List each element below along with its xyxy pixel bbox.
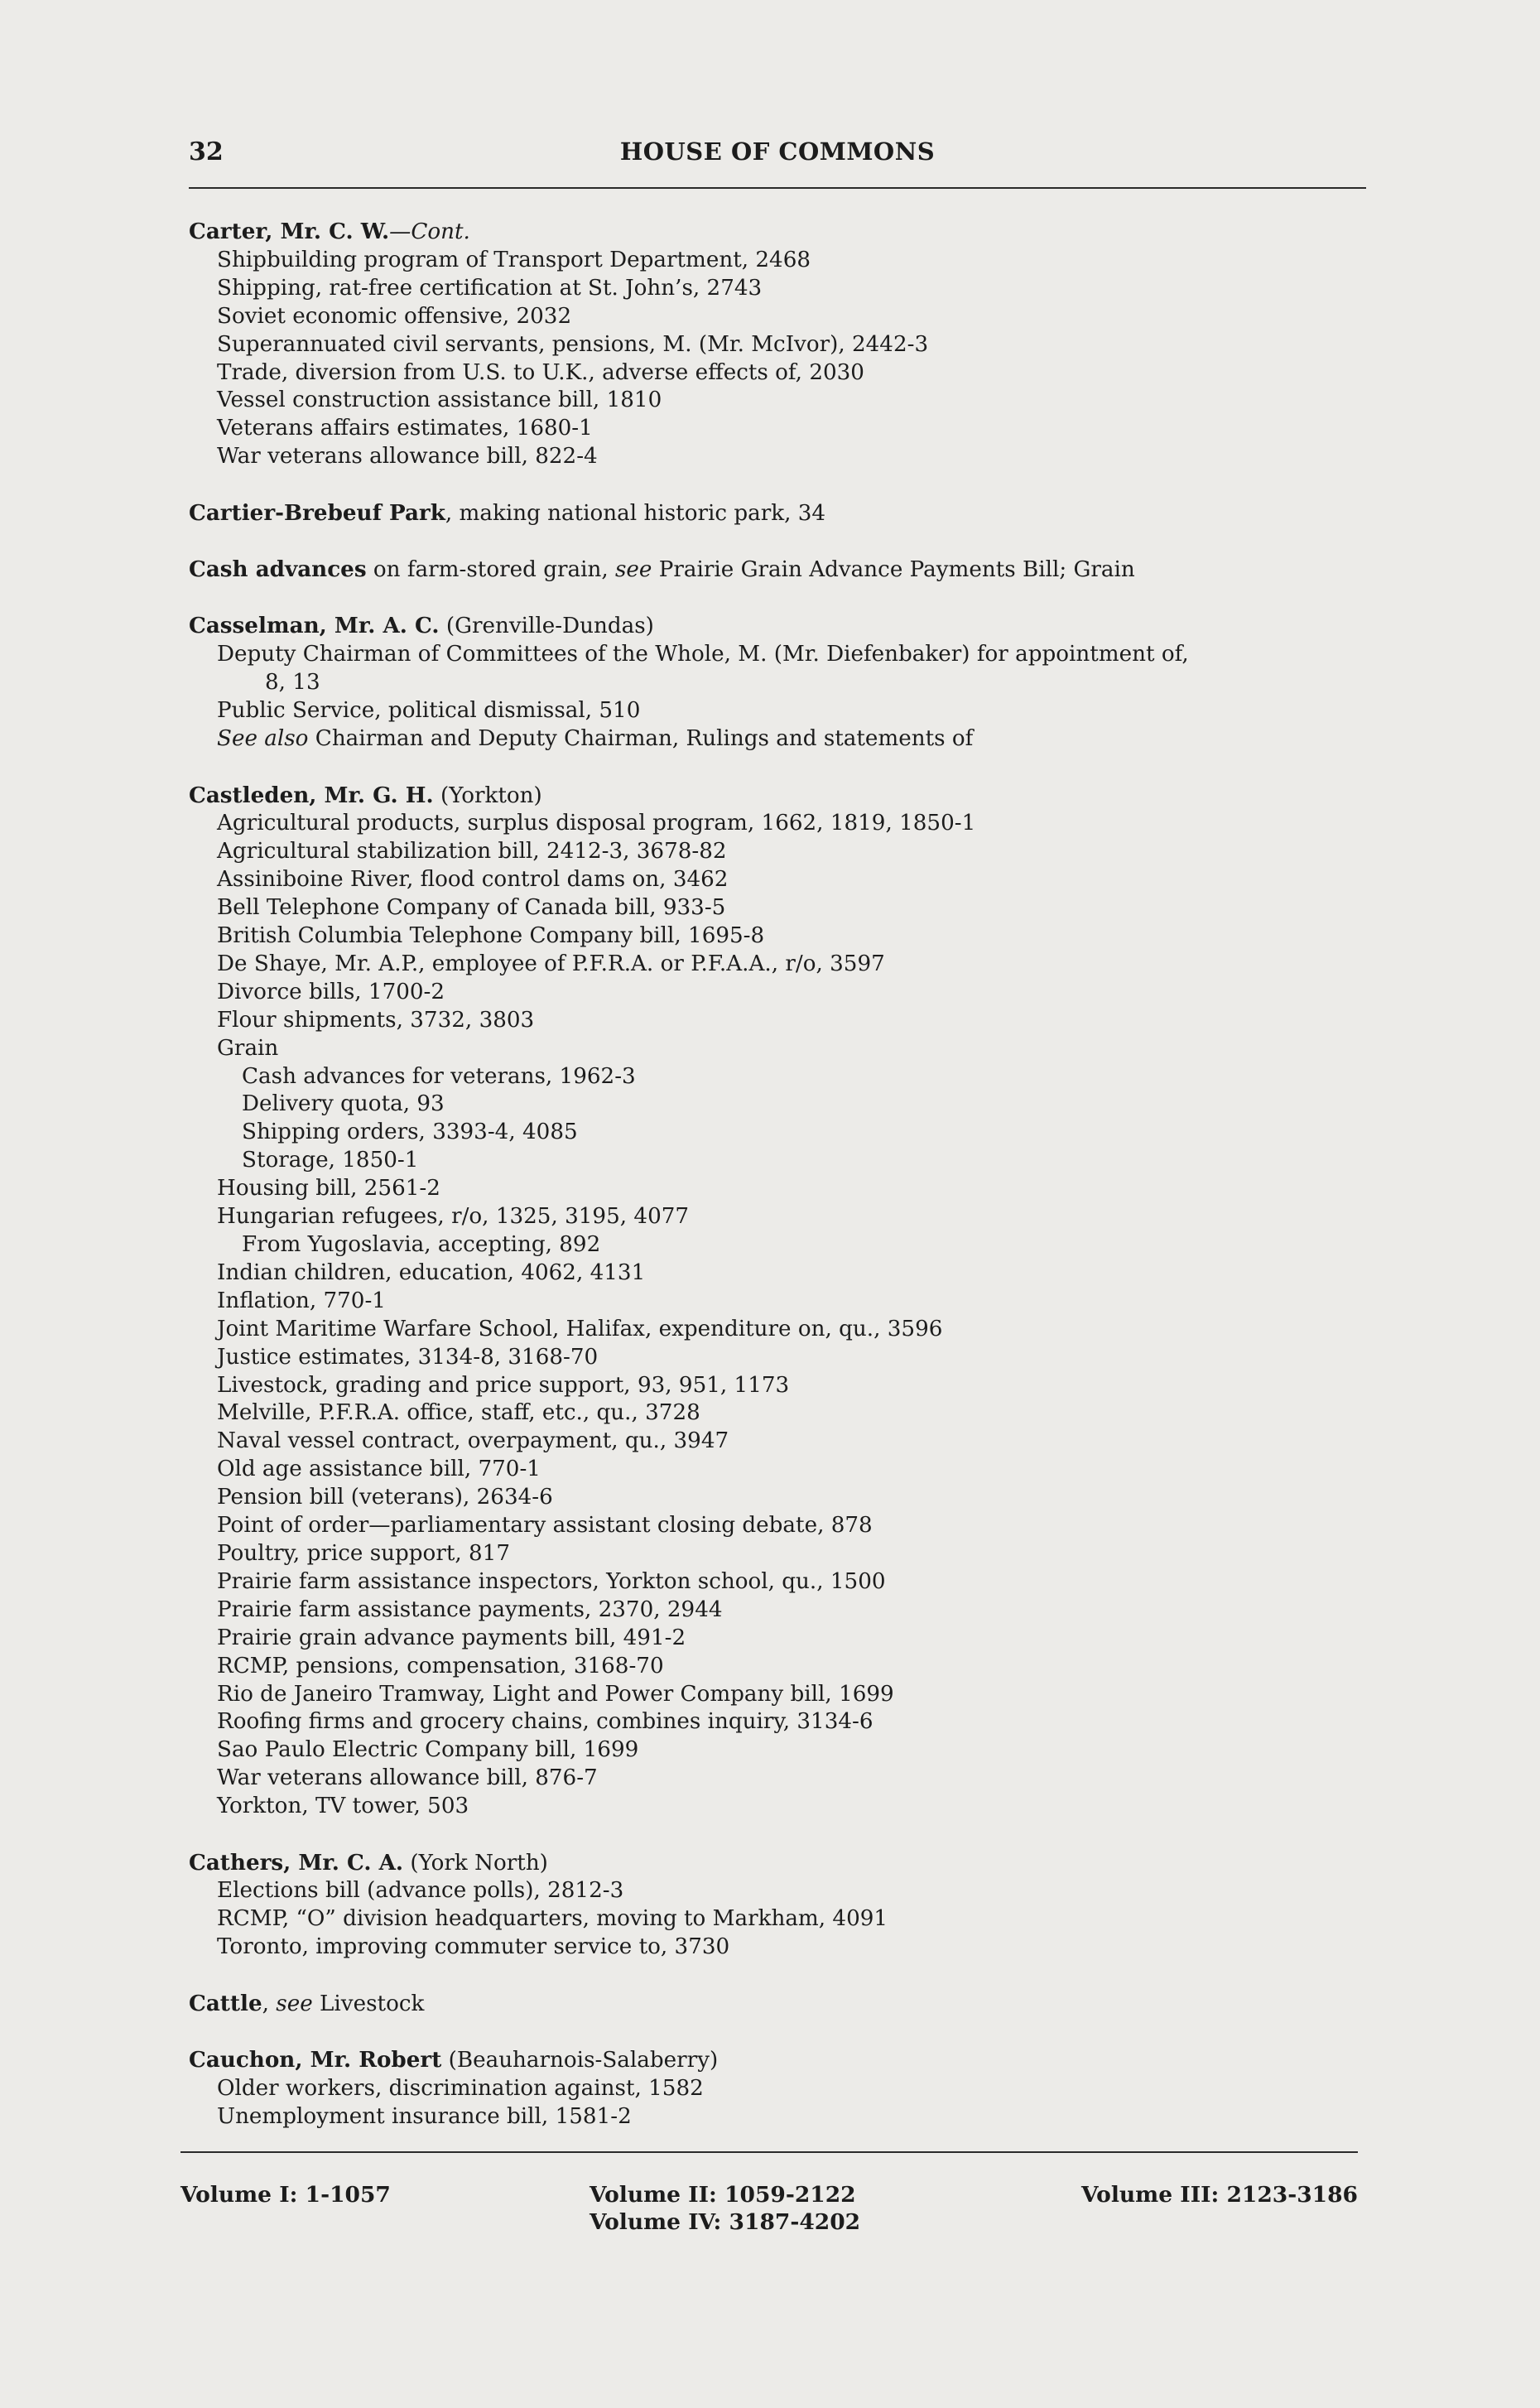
see-reference: see <box>614 557 652 583</box>
entry-heading <box>189 1990 1381 2019</box>
entry-item: RCMP, “O” division headquarters, moving to Markham, 4091 <box>217 1906 888 1932</box>
entry-item: Assiniboine River, flood control dams on, 3462 <box>217 867 729 893</box>
page-number: 32 <box>189 137 224 166</box>
index-entry-cartier-brebeuf-park <box>189 499 1381 528</box>
volume-3-range: Volume III: 2123-3186 <box>1081 2182 1358 2208</box>
entry-item: RCMP, pensions, compensation, 3168-70 <box>217 1653 664 1678</box>
see-reference: see <box>276 1991 313 2016</box>
see-target: Prairie Grain Advance Payments Bill; Grain <box>652 557 1135 583</box>
entry-item: Point of order—parliamentary assistant closing debate, 878 <box>217 1513 873 1539</box>
volume-1-range: Volume I: 1-1057 <box>180 2182 391 2208</box>
index-entry-cathers <box>189 1849 1381 1963</box>
entry-item: Livestock, grading and price support, 93, 951, 1173 <box>217 1372 790 1398</box>
entry-item: Divorce bills, 1700-2 <box>217 979 445 1004</box>
entry-item: Indian children, education, 4062, 4131 <box>217 1259 646 1285</box>
entry-item: Poultry, price support, 817 <box>217 1540 510 1566</box>
entry-item: Housing bill, 2561-2 <box>217 1176 440 1202</box>
constituency: (Grenville-Dundas) <box>439 614 654 639</box>
header-rule <box>189 187 1366 189</box>
entry-item: Veterans affairs estimates, 1680-1 <box>217 416 593 441</box>
entry-item: Yorkton, TV tower, 503 <box>217 1794 469 1819</box>
entry-item: Naval vessel contract, overpayment, qu., 3947 <box>217 1428 729 1454</box>
entry-item: Public Service, political dismissal, 510 <box>217 698 641 724</box>
entry-name: Carter, Mr. C. W. <box>189 219 390 244</box>
entry-name: Casselman, Mr. A. C. <box>189 613 440 639</box>
entry-item: War veterans allowance bill, 822-4 <box>217 444 598 470</box>
volume-2-4-ranges <box>590 2181 860 2236</box>
entry-item: Soviet economic offensive, 2032 <box>217 303 572 329</box>
page-header <box>189 134 1366 176</box>
entry-heading <box>189 612 1381 641</box>
entry-item: Grain <box>217 1035 279 1061</box>
index-entry-castleden <box>189 782 1381 1822</box>
entry-item: Agricultural stabilization bill, 2412-3, 3678-82 <box>217 839 727 864</box>
see-also-target: Chairman and Deputy Chairman, Rulings and statements of <box>308 726 974 752</box>
entry-item: Roofing firms and grocery chains, combines inquiry, 3134-6 <box>217 1709 873 1735</box>
volume-footer <box>180 2181 1358 2256</box>
entry-item: Prairie grain advance payments bill, 491-2 <box>217 1625 686 1650</box>
continued-label: —Cont. <box>389 219 470 244</box>
see-also-line <box>189 725 1381 754</box>
entry-item: Vessel construction assistance bill, 1810 <box>217 388 662 413</box>
entry-heading <box>189 218 1381 247</box>
entry-item: Sao Paulo Electric Company bill, 1699 <box>217 1737 639 1763</box>
entry-text: on farm-stored grain, <box>366 557 615 583</box>
entry-heading <box>189 556 1381 585</box>
entry-item: Melville, P.F.R.A. office, staff, etc., qu., 3728 <box>217 1400 700 1426</box>
entry-item: Agricultural products, surplus disposal program, 1662, 1819, 1850-1 <box>217 811 976 836</box>
index-entry-casselman <box>189 612 1381 754</box>
entry-name: Castleden, Mr. G. H. <box>189 782 434 808</box>
entry-item: British Columbia Telephone Company bill, 1695-8 <box>217 923 765 949</box>
volume-4-range: Volume IV: 3187-4202 <box>590 2209 861 2235</box>
entry-subitem: Shipping orders, 3393-4, 4085 <box>242 1120 578 1145</box>
entry-item: Shipbuilding program of Transport Department, 2468 <box>217 247 811 272</box>
volume-2-range: Volume II: 1059-2122 <box>590 2182 856 2208</box>
entry-item: Hungarian refugees, r/o, 1325, 3195, 4077 <box>217 1204 690 1230</box>
entry-item: Pension bill (veterans), 2634-6 <box>217 1485 553 1510</box>
entry-item: Trade, diversion from U.S. to U.K., adverse effects of, 2030 <box>217 359 864 385</box>
entry-subitem: Delivery quota, 93 <box>242 1091 445 1117</box>
entry-heading <box>189 2046 1381 2075</box>
see-also-label: See also <box>217 726 309 752</box>
entry-subitem: From Yugoslavia, accepting, 892 <box>242 1232 601 1257</box>
entry-item: Deputy Chairman of Committees of the Whole, M. (Mr. Diefenbaker) for appointment of, <box>217 642 1189 667</box>
entry-item: Old age assistance bill, 770-1 <box>217 1457 541 1482</box>
index-entry-carter <box>189 218 1381 471</box>
entry-name: Cauchon, Mr. Robert <box>189 2047 442 2073</box>
index-entry-cash-advances <box>189 556 1381 585</box>
entry-name: Cathers, Mr. C. A. <box>189 1849 404 1876</box>
entry-item: Older workers, discrimination against, 1582 <box>217 2075 704 2101</box>
index-entry-cattle <box>189 1990 1381 2019</box>
entry-heading <box>189 499 1381 528</box>
entry-item: Joint Maritime Warfare School, Halifax, expenditure on, qu., 3596 <box>217 1316 943 1341</box>
entry-item: Inflation, 770-1 <box>217 1288 386 1313</box>
running-title: HOUSE OF COMMONS <box>619 137 936 166</box>
entry-heading <box>189 1849 1381 1878</box>
entry-item: Toronto, improving commuter service to, 3730 <box>217 1934 730 1960</box>
entry-name: Cattle <box>189 1990 262 2016</box>
entry-item: Justice estimates, 3134-8, 3168-70 <box>217 1344 599 1370</box>
entry-subitem: Cash advances for veterans, 1962-3 <box>242 1063 636 1089</box>
entry-item: Bell Telephone Company of Canada bill, 933-5 <box>217 895 726 921</box>
entry-item: Elections bill (advance polls), 2812-3 <box>217 1878 624 1904</box>
entry-item: Flour shipments, 3732, 3803 <box>217 1007 535 1033</box>
entry-subitem: Storage, 1850-1 <box>242 1148 419 1173</box>
entry-item-continuation: 8, 13 <box>265 670 320 696</box>
entry-item: Superannuated civil servants, pensions, M. (Mr. McIvor), 2442-3 <box>217 331 929 357</box>
index-entry-cauchon <box>189 2046 1381 2131</box>
entry-item: De Shaye, Mr. A.P., employee of P.F.R.A. or P.F.A.A., r/o, 3597 <box>217 951 885 976</box>
entry-item: Unemployment insurance bill, 1581-2 <box>217 2103 632 2129</box>
footer-rule <box>180 2151 1358 2153</box>
constituency: (Yorkton) <box>433 783 542 808</box>
entry-name: Cash advances <box>189 556 367 583</box>
entry-item: Prairie farm assistance inspectors, Yorkton school, qu., 1500 <box>217 1568 886 1594</box>
entry-item: War veterans allowance bill, 876-7 <box>217 1765 598 1791</box>
constituency: (York North) <box>403 1850 548 1876</box>
entry-text: , making national historic park, 34 <box>445 500 826 526</box>
constituency: (Beauharnois-Salaberry) <box>441 2048 719 2073</box>
index-body <box>189 218 1381 2159</box>
entry-item: Prairie farm assistance payments, 2370, 2944 <box>217 1597 723 1622</box>
entry-name: Cartier-Brebeuf Park <box>189 499 445 526</box>
entry-text: , <box>262 1991 277 2016</box>
see-target: Livestock <box>312 1991 425 2016</box>
entry-heading <box>189 782 1381 811</box>
entry-item: Shipping, rat-free certification at St. John’s, 2743 <box>217 275 763 301</box>
entry-item: Rio de Janeiro Tramway, Light and Power Company bill, 1699 <box>217 1681 894 1707</box>
